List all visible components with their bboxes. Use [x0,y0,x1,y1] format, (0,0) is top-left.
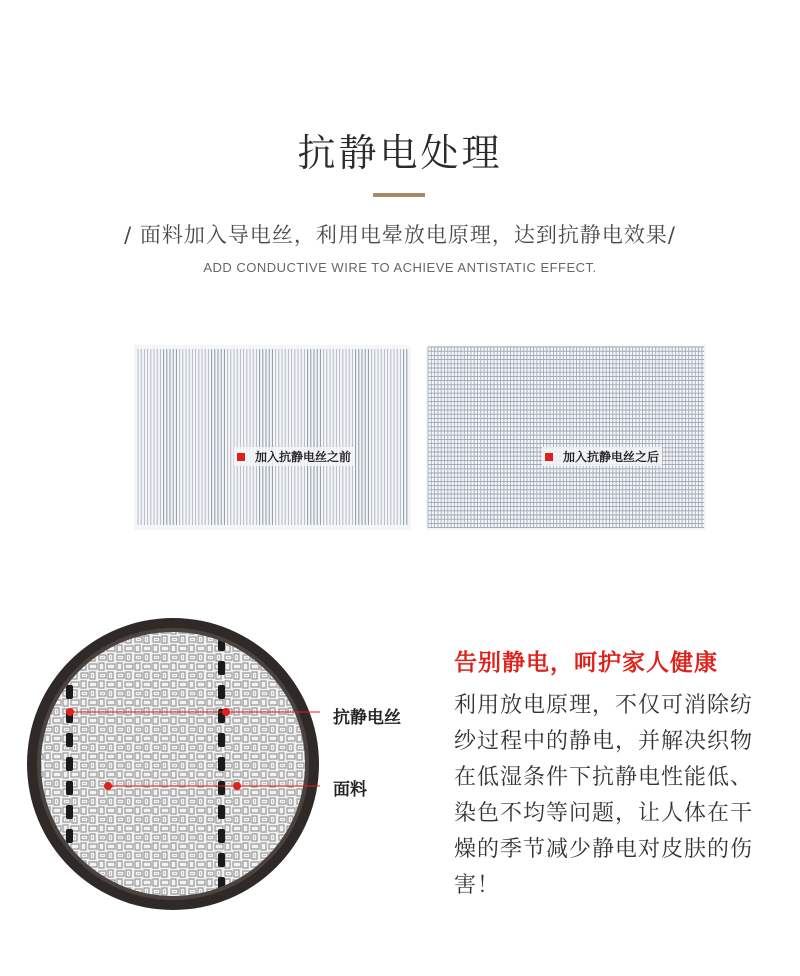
feature-description: 利用放电原理，不仅可消除纺纱过程中的静电，并解决织物在低湿条件下抗静电性能低、染色不均等问题，让人体在干燥的季节减少静电对皮肤的伤害！ [454,693,754,898]
after-caption [542,447,662,466]
red-marker-icon [237,453,245,461]
fabric-before-image [134,345,411,530]
before-caption [234,447,354,466]
wire-label: 抗静电丝 [333,708,401,728]
red-marker-icon [545,453,553,461]
subtitle-english: ADD CONDUCTIVE WIRE TO ACHIEVE ANTISTATIC EFFECT. [203,260,597,275]
vertical-lines-pattern [134,345,411,530]
fabric-after-image [426,345,706,530]
fabric-closeup-image [26,617,320,911]
title-underline [373,193,425,197]
feature-headline: 告别静电，呵护家人健康 [454,650,718,676]
page-title: 抗静电处理 [297,131,503,175]
subtitle-chinese: / 面料加入导电丝，利用电晕放电原理，达到抗静电效果/ [124,223,676,247]
fabric-label: 面料 [333,780,367,800]
grid-pattern [426,345,706,530]
after-label: 加入抗静电丝之后 [563,450,660,464]
before-label: 加入抗静电丝之前 [255,450,352,464]
